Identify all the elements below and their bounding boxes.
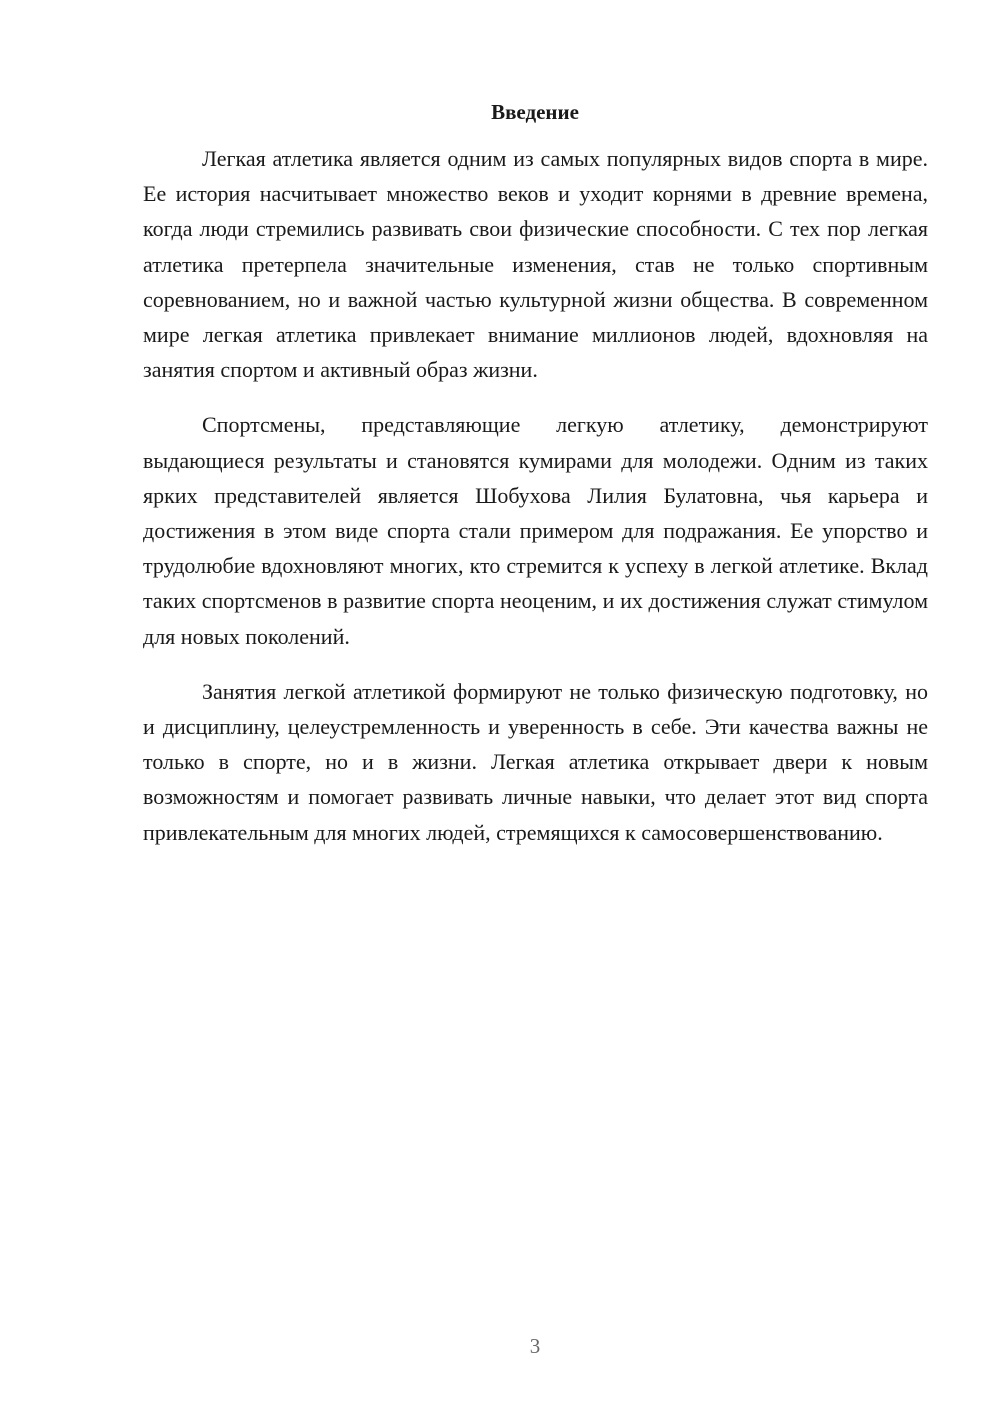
page-title: Введение bbox=[491, 100, 579, 124]
page-number: 3 bbox=[529, 1334, 541, 1358]
body-text bbox=[143, 141, 928, 870]
paragraph-3: Занятия легкой атлетикой формируют не только физическую подготовку, но и дисциплину, целеустремленность и уверенность в себе. Эти качества важны не только в спорте, но и в жизни. Легкая атлетика открывает двери к новым возможностям и помогает развивать личные навыки, что делает этот вид спорта привлекательным для многих людей, стремящихся к самосовершенствованию. bbox=[143, 678, 928, 845]
paragraph-2: Спортсмены, представляющие легкую атлетику, демонстрируют выдающиеся результаты и становятся кумирами для молодежи. Одним из таких ярких представителей является Шобухова Лилия Булатовна, чья карьера и достижения в этом виде спорта стали примером для подражания. Ее упорство и трудолюбие вдохновляют многих, кто стремится к успеху в легкой атлетике. Вклад таких спортсменов в развитие спорта неоценим, и их достижения служат стимулом для новых поколений. bbox=[143, 412, 928, 649]
paragraph-1: Легкая атлетика является одним из самых популярных видов спорта в мире. Ее история насчитывает множество веков и уходит корнями в древние времена, когда люди стремились развивать свои физические способности. С тех пор легкая атлетика претерпела значительные изменения, став не только спортивным соревнованием, но и важной частью культурной жизни общества. В современном мире легкая атлетика привлекает внимание миллионов людей, вдохновляя на занятия спортом и активный образ жизни. bbox=[143, 146, 928, 383]
